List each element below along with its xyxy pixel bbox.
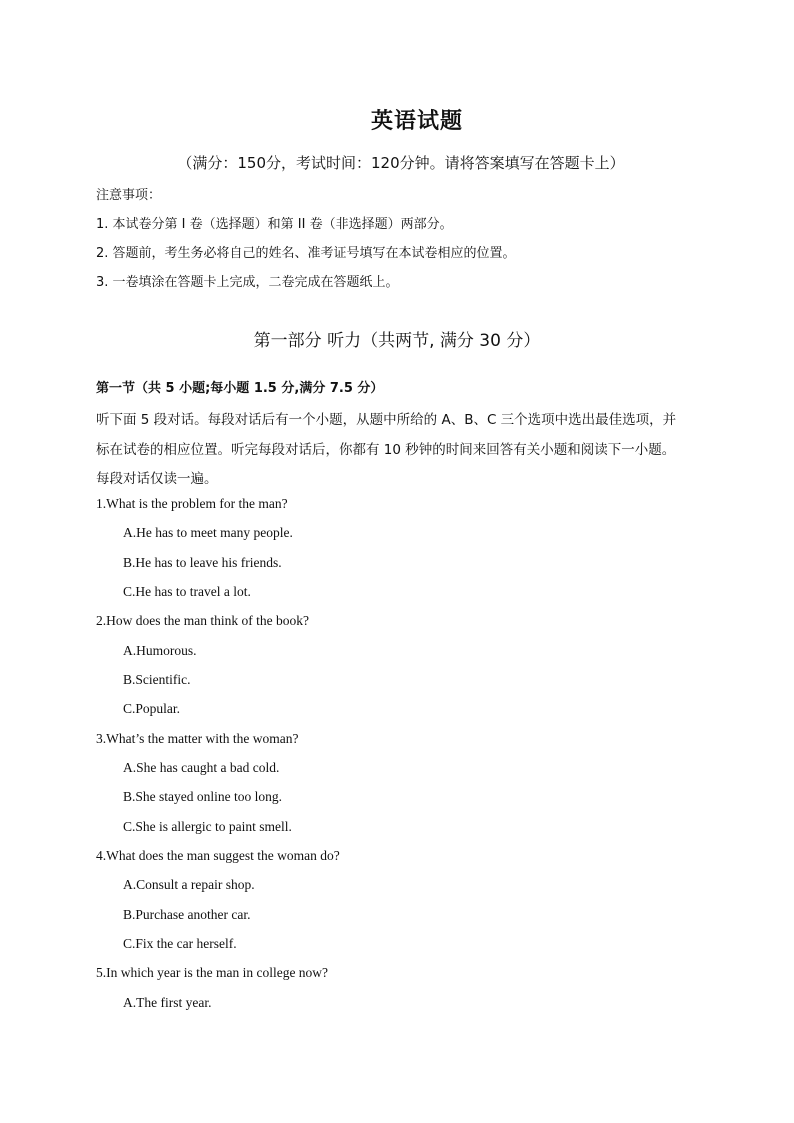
page-title: 英语试题 xyxy=(370,109,463,134)
question-option: A.The first year. xyxy=(123,995,212,1010)
question-option: A.She has caught a bad cold. xyxy=(123,760,280,775)
question-stem: 1.What is the problem for the man? xyxy=(96,496,288,511)
question-option: C.Fix the car herself. xyxy=(123,936,237,951)
section-instruction: 听下面 5 段对话。每段对话后有一个小题，从题中所给的 A、B、C 三个选项中选出最佳选项，并 xyxy=(96,412,677,428)
question-stem: 4.What does the man suggest the woman do? xyxy=(96,848,340,863)
question-option: A.Humorous. xyxy=(123,643,197,658)
question-option: C.She is allergic to paint smell. xyxy=(123,819,292,834)
question-option: B.Scientific. xyxy=(123,672,191,687)
question-option: B.He has to leave his friends. xyxy=(123,555,282,570)
note-item: 1. 本试卷分第 I 卷（选择题）和第 II 卷（非选择题）两部分。 xyxy=(96,217,453,232)
section-instruction: 标在试卷的相应位置。听完每段对话后，你都有 10 秒钟的时间来回答有关小题和阅读下一小题。 xyxy=(96,442,676,458)
question-option: C.He has to travel a lot. xyxy=(123,584,251,599)
exam-subtitle: （满分：150分，考试时间：120分钟。请将答案填写在答题卡上） xyxy=(177,154,625,172)
question-option: B.She stayed online too long. xyxy=(123,789,282,804)
question-option: A.Consult a repair shop. xyxy=(123,877,255,892)
question-stem: 3.What’s the matter with the woman? xyxy=(96,731,299,746)
notes-heading: 注意事项： xyxy=(96,188,162,203)
question-stem: 5.In which year is the man in college now? xyxy=(96,965,329,980)
note-item: 3. 一卷填涂在答题卡上完成，二卷完成在答题纸上。 xyxy=(96,275,399,290)
section-instruction: 每段对话仅读一遍。 xyxy=(96,471,218,487)
question-option: B.Purchase another car. xyxy=(123,907,251,922)
question-stem: 2.How does the man think of the book? xyxy=(96,613,309,628)
note-item: 2. 答题前，考生务必将自己的姓名、准考证号填写在本试卷相应的位置。 xyxy=(96,246,516,261)
section-title: 第一节（共 5 小题;每小题 1.5 分,满分 7.5 分） xyxy=(96,381,384,396)
part-title: 第一部分 听力（共两节, 满分 30 分） xyxy=(253,331,541,351)
question-option: C.Popular. xyxy=(123,701,181,716)
question-option: A.He has to meet many people. xyxy=(123,525,293,540)
